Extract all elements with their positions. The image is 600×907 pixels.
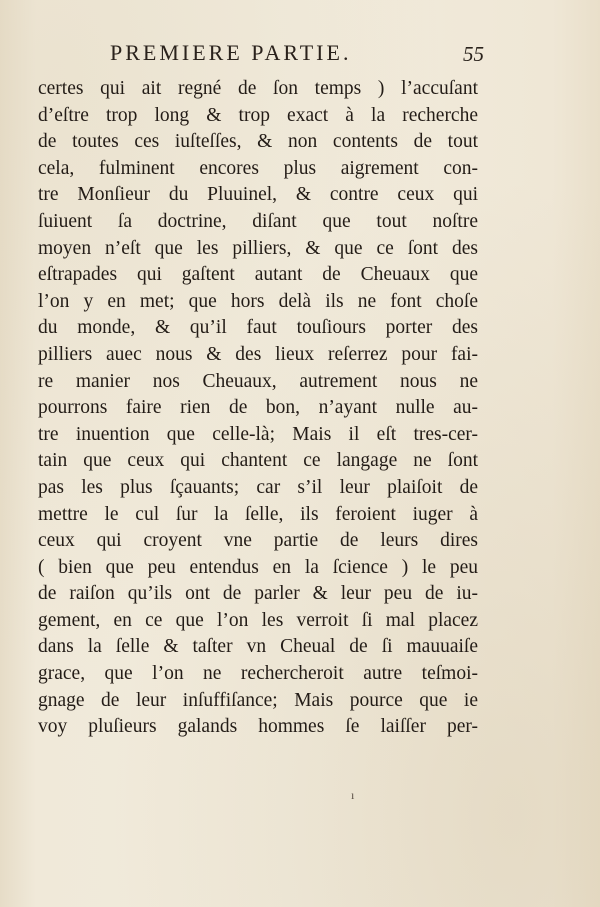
text-line: cela, fulminent encores plus aigrement con- [38, 157, 478, 179]
text-line: voy pluſieurs galands hommes ſe laiſſer per- [38, 716, 478, 738]
page-header [0, 40, 600, 80]
text-line: pourrons faire rien de bon, n’ayant nulle au- [38, 397, 478, 419]
text-line: ceux qui croyent vne partie de leurs dires [38, 530, 478, 552]
text-line: dans la ſelle & taſter vn Cheual de ſi mauuaiſe [38, 636, 478, 658]
running-head: PREMIERE PARTIE. [110, 40, 352, 65]
text-line: gnage de leur inſuffiſance; Mais pource que ie [38, 689, 478, 711]
text-line: ſuiuent ſa doctrine, diſant que tout noſtre [38, 210, 478, 232]
text-line: tain que ceux qui chantent ce langage ne ſont [38, 450, 478, 472]
text-line: grace, que l’on ne rechercheroit autre teſmoi- [38, 663, 478, 685]
footer-mark: ı [351, 788, 355, 802]
body-text [38, 76, 478, 741]
text-line: tre Monſieur du Pluuinel, & contre ceux qui [38, 184, 478, 206]
text-line: mettre le cul ſur la ſelle, ils feroient iuger à [38, 503, 478, 525]
text-line: d’eſtre trop long & trop exact à la recherche [38, 104, 478, 126]
text-line: du monde, & qu’il faut touſiours porter des [38, 317, 478, 339]
text-line: moyen n’eſt que les pilliers, & que ce ſont des [38, 237, 478, 259]
text-line: certes qui ait regné de ſon temps ) l’accuſant [38, 78, 478, 99]
text-line: pilliers auec nous & des lieux reſerrez pour fai- [38, 343, 478, 365]
text-line: de toutes ces iuſteſſes, & non contents de tout [38, 131, 478, 153]
page-number: 55 [463, 42, 484, 66]
text-line: gement, en ce que l’on les verroit ſi mal placez [38, 609, 478, 631]
text-line: eſtrapades qui gaſtent autant de Cheuaux que [38, 264, 478, 286]
text-line: tre inuention que celle-là; Mais il eſt tres-cer- [38, 423, 478, 445]
text-line: l’on y en met; que hors delà ils ne font choſe [38, 290, 478, 312]
text-line: de raiſon qu’ils ont de parler & leur peu de iu- [38, 583, 478, 605]
text-line: re manier nos Cheuaux, autrement nous ne [38, 370, 478, 392]
text-line: pas les plus ſçauants; car s’il leur plaiſoit de [38, 476, 478, 498]
text-line: ( bien que peu entendus en la ſcience ) le peu [38, 556, 478, 578]
